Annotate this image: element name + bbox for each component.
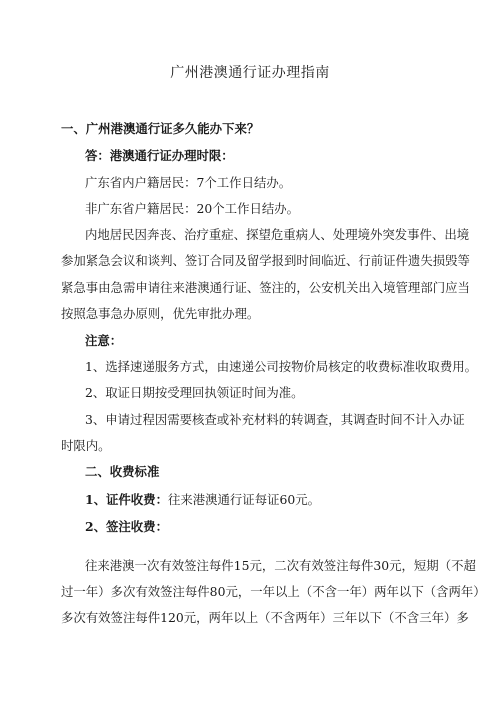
certificate-fee-number: 1、: [85, 492, 107, 507]
notice-item-2: 2、取证日期按受理回执领证时间为准。: [85, 385, 304, 400]
visa-fee-paragraph-line: 多次有效签注每件120元，两年以上（不含两年）三年以下（不含三年）多: [61, 610, 469, 625]
visa-fee-paragraph-line: 往来港澳一次有效签注每件15元，二次有效签注每件30元，短期（不超: [85, 558, 476, 573]
non-guangdong-resident-time: 非广东省户籍居民：20个工作日结办。: [85, 201, 300, 216]
urgent-paragraph-line: 紧急事由急需申请往来港澳通行证、签注的，公安机关出入境管理部门应当: [61, 280, 470, 295]
visa-fee-heading: [85, 517, 168, 535]
answer-heading: 答：港澳通行证办理时限：: [85, 148, 234, 163]
urgent-paragraph-line: 内地居民因奔丧、治疗重症、探望危重病人、处理境外突发事件、出境: [85, 227, 470, 242]
urgent-paragraph-line: 按照急事急办原则，优先审批办理。: [61, 306, 260, 321]
certificate-fee-line: [85, 490, 320, 508]
urgent-paragraph-line: 参加紧急会议和谈判、签订合同及留学报到时间临近、行前证件遗失损毁等: [61, 253, 470, 268]
visa-fee-number: 2、: [85, 519, 107, 534]
certificate-fee-value: 往来港澳通行证每证60元。: [167, 492, 321, 507]
notice-item-3: 3、申请过程因需要核查或补充材料的转调查，其调查时间不计入办证: [85, 412, 465, 427]
guangdong-resident-time: 广东省内户籍居民：7个工作日结办。: [85, 175, 292, 190]
notice-heading: 注意：: [85, 333, 123, 348]
certificate-fee-label: 证件收费：: [106, 492, 168, 507]
document-title: 广州港澳通行证办理指南: [170, 65, 330, 81]
section-heading-fees: 二、收费标准: [85, 464, 160, 479]
section-heading-processing-time: 一、广州港澳通行证多久能办下来？: [61, 121, 260, 136]
notice-item-1: 1、选择速递服务方式，由速递公司按物价局核定的收费标准收取费用。: [85, 359, 477, 374]
notice-item-3-continued: 时限内。: [61, 438, 111, 453]
visa-fee-paragraph-line: 过一年）多次有效签注每件80元，一年以上（不含一年）两年以下（含两年）: [61, 584, 486, 599]
visa-fee-label: 签注收费：: [106, 519, 168, 534]
